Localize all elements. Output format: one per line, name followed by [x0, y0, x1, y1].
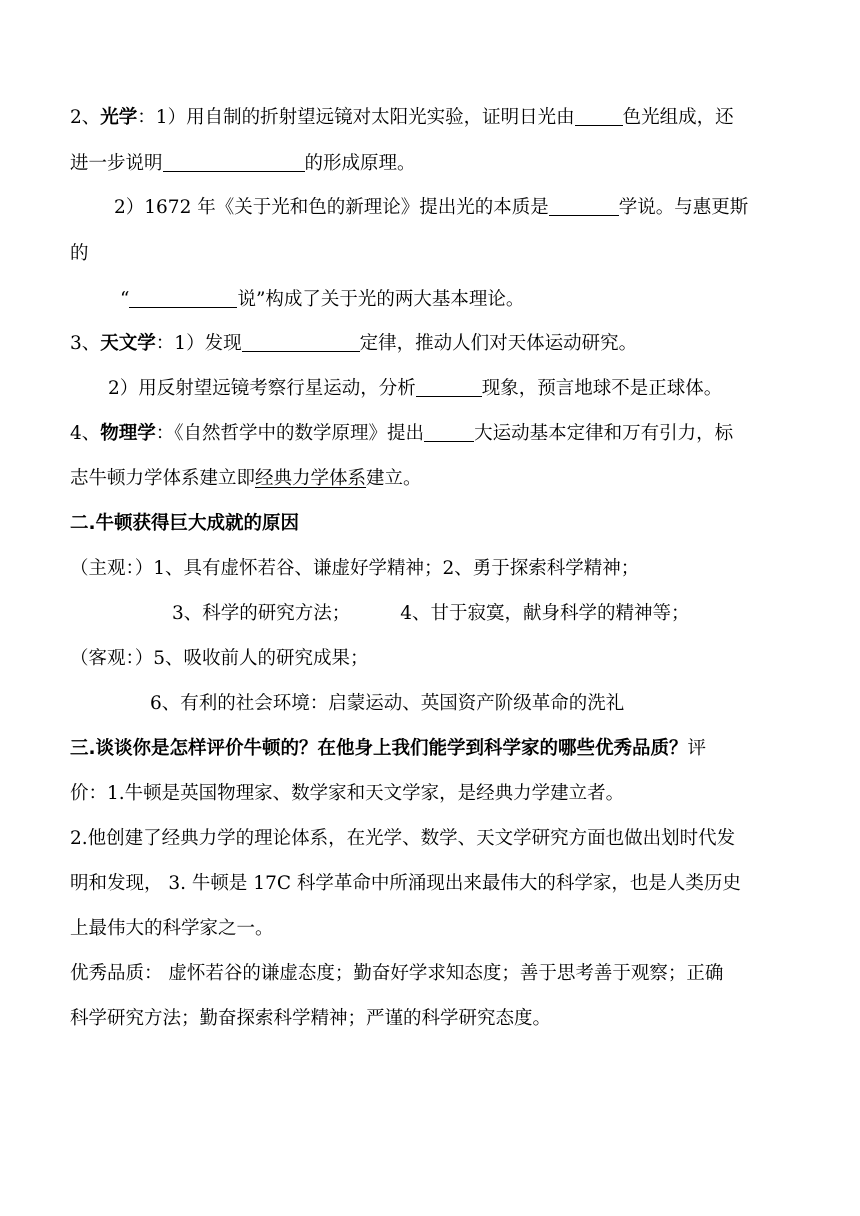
subjective-reasons-line: （主观：）1、具有虚怀若谷、谦虚好学精神；2、勇于探索科学精神； [70, 558, 640, 579]
optics-title: 光学 [100, 107, 138, 128]
objective-reasons-line: （客观：）5、吸收前人的研究成果； [70, 648, 369, 669]
physics-line-2: 志牛顿力学体系建立即经典力学体系建立。 [70, 468, 422, 489]
evaluation-line-2: 2.他创建了经典力学的理论体系，在光学、数学、天文学研究方面也做出划时代发 [70, 828, 736, 849]
physics-line-1: 4、物理学：《自然哲学中的数学原理》提出 大运动基本定律和万有引力，标 [70, 423, 734, 444]
physics-title: 物理学 [100, 423, 156, 444]
fill-blank[interactable] [424, 423, 474, 442]
fill-blank[interactable] [242, 333, 360, 352]
astronomy-title: 天文学 [100, 333, 156, 354]
subjective-reasons-line-2: 3、科学的研究方法； 4、甘于寂寞，献身科学的精神等； [172, 603, 690, 624]
astronomy-line-2: 2）用反射望远镜考察行星运动，分析 现象，预言地球不是正球体。 [108, 378, 723, 399]
item-number: 3、 [70, 333, 101, 354]
evaluation-line-4: 上最伟大的科学家之一。 [70, 918, 274, 939]
evaluation-line-3: 明和发现， 3. 牛顿是 17C 科学革命中所涌现出来最伟大的科学家，也是人类历史 [70, 873, 741, 894]
optics-line-4: 的 [70, 243, 89, 264]
fill-blank[interactable] [549, 197, 619, 216]
optics-line-2: 进一步说明 的形成原理。 [70, 153, 416, 174]
evaluation-line-1: 价：1.牛顿是英国物理家、数学家和天文学家，是经典力学建立者。 [70, 783, 625, 804]
qualities-line-2: 科学研究方法；勤奋探索科学精神；严谨的科学研究态度。 [70, 1008, 552, 1029]
optics-line-5: “ 说”构成了关于光的两大基本理论。 [120, 289, 525, 310]
objective-reasons-line-2: 6、有利的社会环境：启蒙运动、英国资产阶级革命的洗礼 [150, 693, 625, 714]
optics-line-1: 2、光学：1）用自制的折射望远镜对太阳光实验，证明日光由 色光组成，还 [70, 107, 734, 128]
fill-blank[interactable] [416, 378, 482, 397]
fill-blank[interactable] [575, 107, 623, 126]
item-number: 4、 [70, 423, 101, 444]
optics-line-3: 2）1672 年《关于光和色的新理论》提出光的本质是 学说。与惠更斯 [114, 197, 749, 218]
section-3-heading: 三.谈谈你是怎样评价牛顿的？在他身上我们能学到科学家的哪些优秀品质？评 [70, 738, 707, 759]
section-2-heading: 二.牛顿获得巨大成就的原因 [70, 513, 300, 534]
qualities-line-1: 优秀品质： 虚怀若谷的谦虚态度；勤奋好学求知态度；善于思考善于观察；正确 [70, 963, 724, 984]
fill-blank[interactable] [129, 289, 237, 308]
astronomy-line-1: 3、天文学：1）发现 定律，推动人们对天体运动研究。 [70, 333, 638, 354]
underlined-term: 经典力学体系 [255, 468, 367, 489]
fill-blank[interactable] [163, 153, 305, 172]
item-number: 2、 [70, 107, 101, 128]
